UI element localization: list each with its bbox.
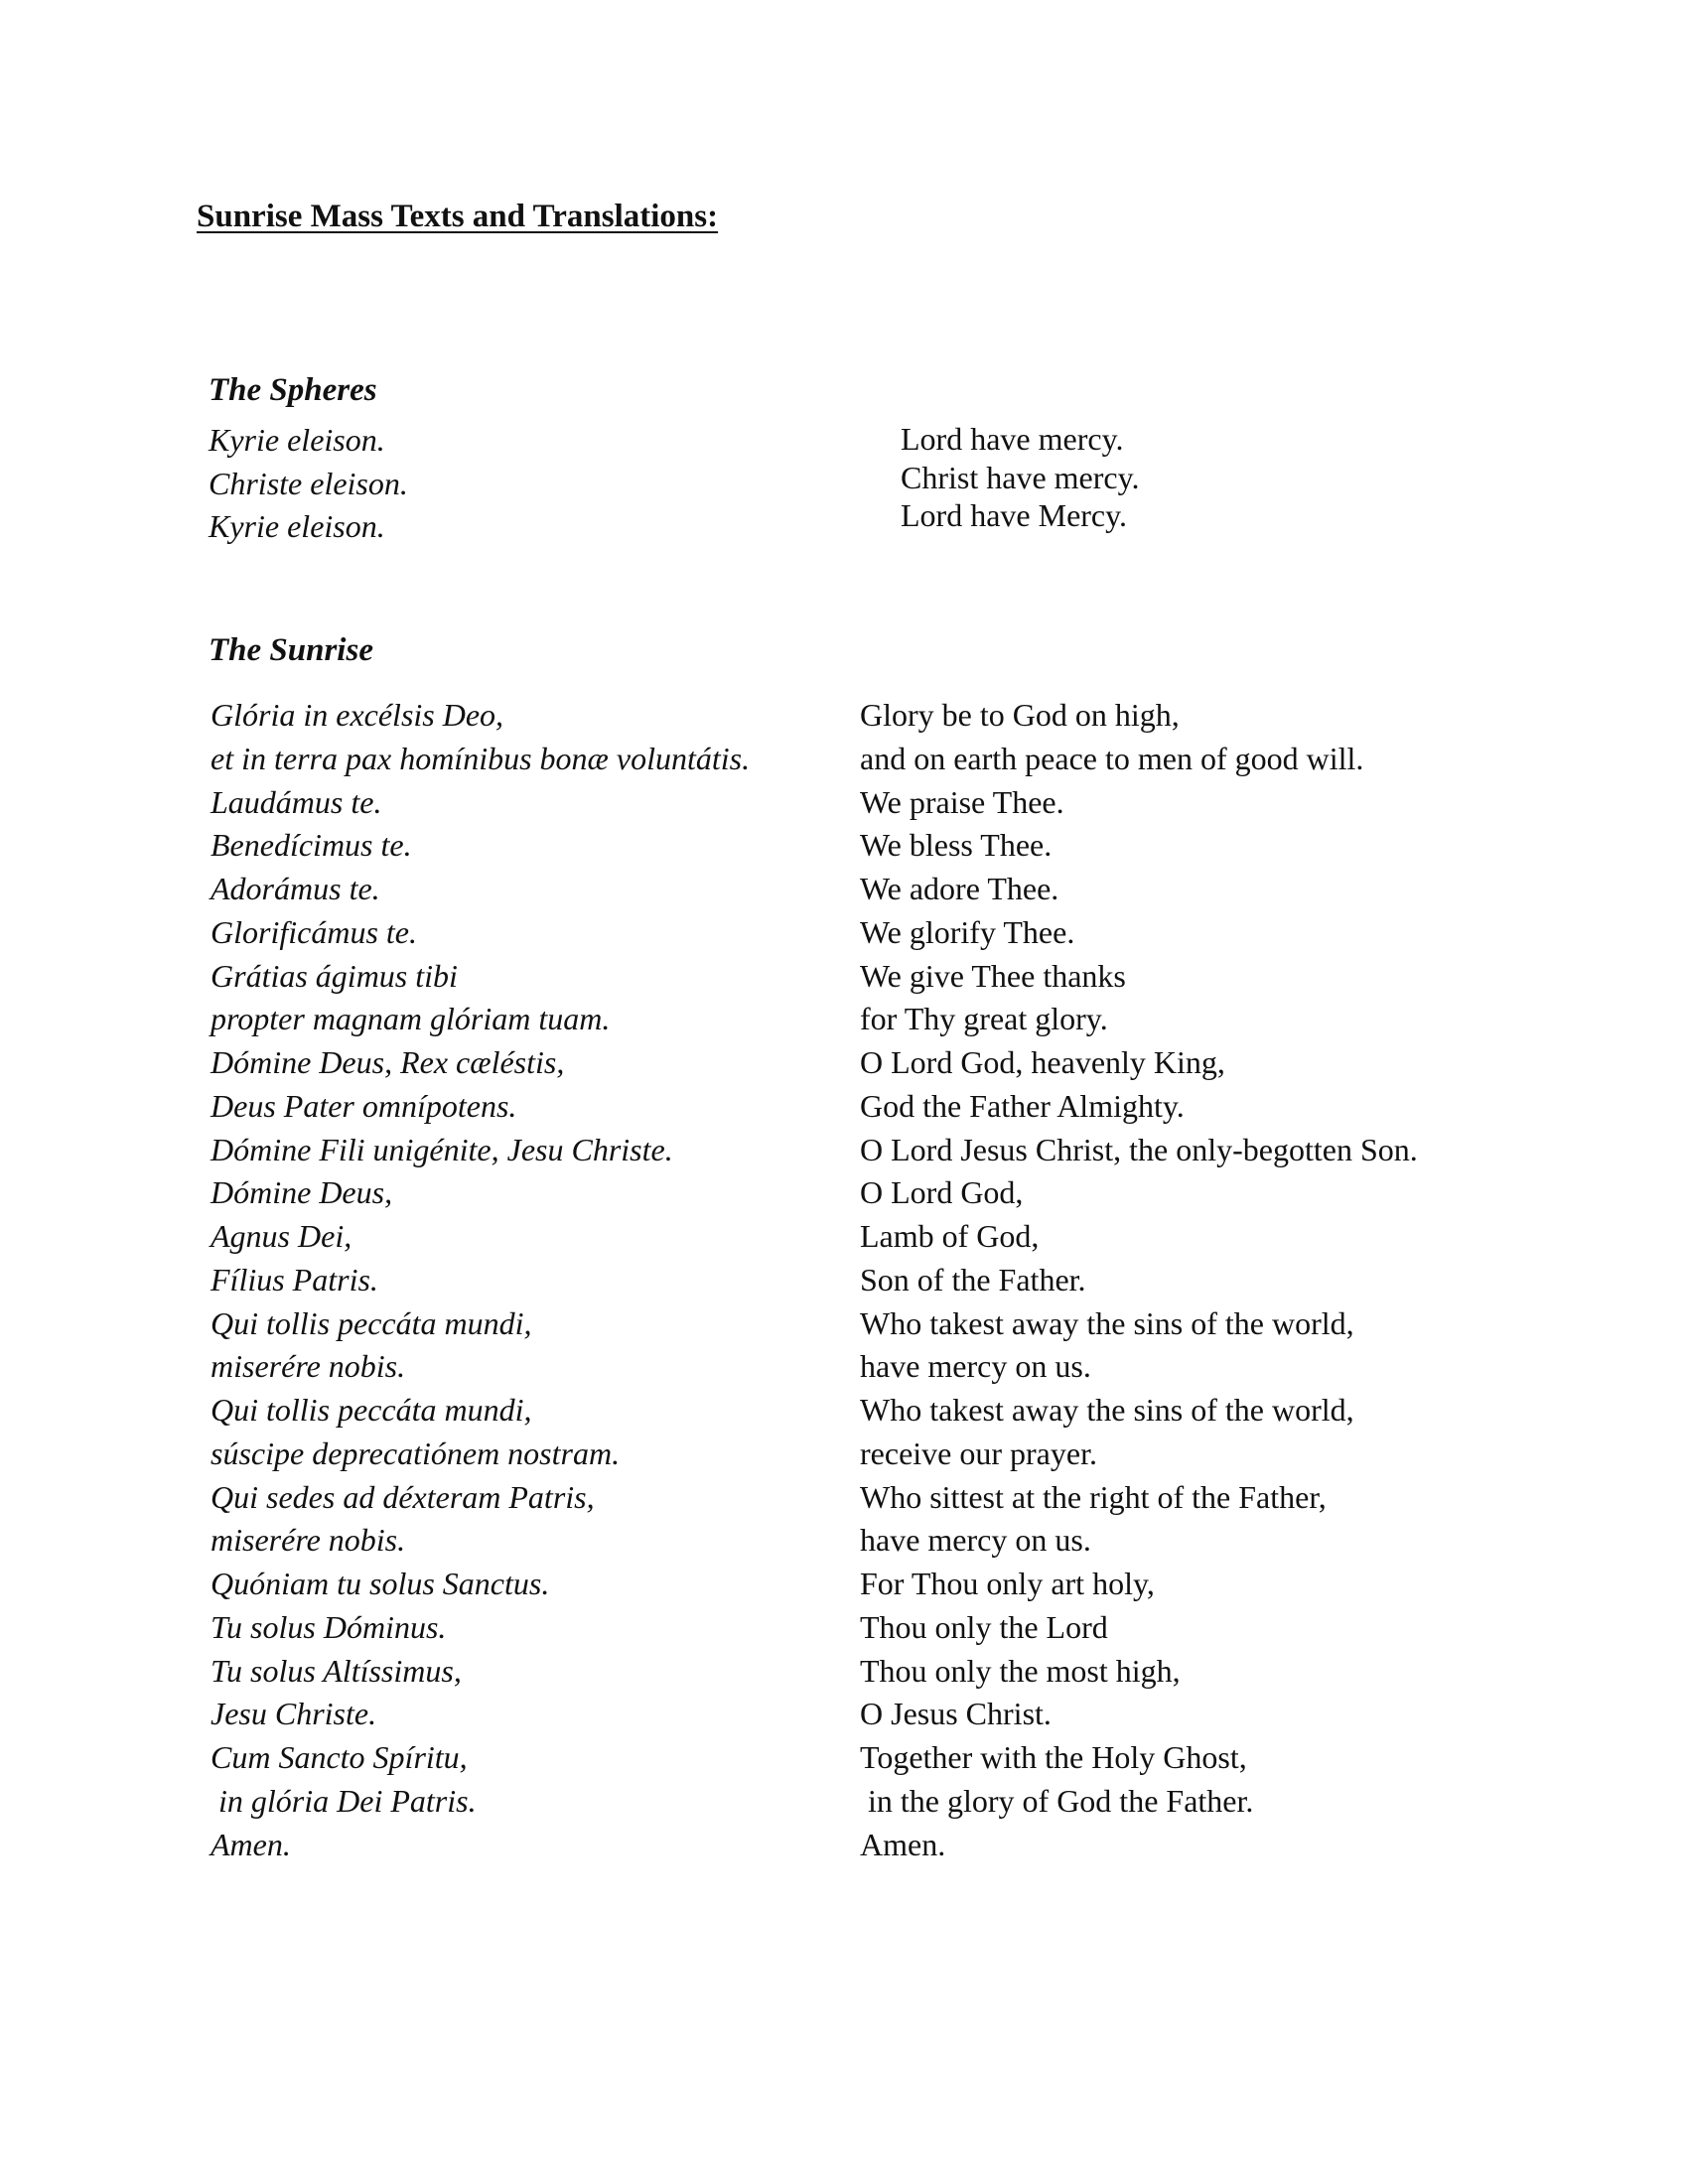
- translation-line: God the Father Almighty.: [860, 1087, 1185, 1124]
- translation-line: Lamb of God,: [860, 1218, 1040, 1254]
- translation-line: Who sittest at the right of the Father,: [860, 1478, 1327, 1515]
- translation-line: For Thou only art holy,: [860, 1566, 1155, 1601]
- latin-line: Dómine Deus,: [211, 1174, 393, 1211]
- latin-line: Quóniam tu solus Sanctus.: [211, 1566, 550, 1601]
- translation-line: Together with the Holy Ghost,: [860, 1739, 1247, 1775]
- translation-line: We glorify Thee.: [860, 913, 1075, 950]
- latin-line: Jesu Christe.: [211, 1696, 377, 1732]
- translation-line: Christ have mercy.: [901, 459, 1140, 495]
- translation-line: Lord have Mercy.: [901, 497, 1128, 533]
- latin-line: Laudámus te.: [211, 783, 382, 820]
- latin-line: propter magnam glóriam tuam.: [211, 1001, 611, 1037]
- latin-line: Christe eleison.: [209, 465, 408, 501]
- latin-line: Qui tollis peccáta mundi,: [211, 1304, 532, 1341]
- translation-line: We bless Thee.: [860, 827, 1053, 864]
- sunrise-english-translation: [860, 694, 1418, 1866]
- latin-line: Kyrie eleison.: [209, 508, 385, 544]
- latin-line: Glória in excélsis Deo,: [211, 697, 504, 733]
- spheres-latin-text: [209, 419, 408, 549]
- translation-line: Who takest away the sins of the world,: [860, 1304, 1354, 1341]
- latin-line: et in terra pax homínibus bonæ voluntátis.: [211, 740, 751, 776]
- translation-line: O Lord Jesus Christ, the only-begotten Son.: [860, 1131, 1418, 1167]
- translation-line: We give Thee thanks: [860, 957, 1126, 994]
- section-heading-sunrise: The Sunrise: [209, 632, 373, 668]
- latin-line: Dómine Deus, Rex cæléstis,: [211, 1044, 565, 1080]
- translation-line: O Lord God,: [860, 1174, 1024, 1211]
- translation-line: We adore Thee.: [860, 871, 1059, 906]
- translation-line: Glory be to God on high,: [860, 697, 1180, 733]
- translation-line: Amen.: [860, 1826, 946, 1862]
- latin-line: Agnus Dei,: [211, 1218, 352, 1254]
- latin-line: Dómine Fili unigénite, Jesu Christe.: [211, 1131, 673, 1167]
- translation-line: O Lord God, heavenly King,: [860, 1044, 1225, 1080]
- sunrise-latin-text: [211, 694, 750, 1866]
- translation-line: Who takest away the sins of the world,: [860, 1392, 1354, 1428]
- latin-line: Fílius Patris.: [211, 1261, 378, 1297]
- latin-line: miserére nobis.: [211, 1522, 406, 1559]
- latin-line: in glória Dei Patris.: [211, 1782, 477, 1819]
- latin-line: Tu solus Altíssimus,: [211, 1652, 462, 1689]
- translation-line: Thou only the Lord: [860, 1608, 1108, 1645]
- translation-line: O Jesus Christ.: [860, 1696, 1052, 1732]
- translation-line: Son of the Father.: [860, 1261, 1086, 1297]
- latin-line: Benedícimus te.: [211, 827, 412, 864]
- latin-line: Glorificámus te.: [211, 913, 417, 950]
- translation-line: have mercy on us.: [860, 1522, 1091, 1559]
- latin-line: Qui sedes ad déxteram Patris,: [211, 1478, 595, 1515]
- page-title: Sunrise Mass Texts and Translations:: [197, 199, 719, 234]
- latin-line: Kyrie eleison.: [209, 422, 385, 458]
- latin-line: miserére nobis.: [211, 1348, 406, 1385]
- latin-line: Cum Sancto Spíritu,: [211, 1739, 468, 1775]
- latin-line: Deus Pater omnípotens.: [211, 1087, 517, 1124]
- translation-line: in the glory of God the Father.: [860, 1782, 1254, 1819]
- translation-line: receive our prayer.: [860, 1434, 1097, 1471]
- latin-line: Grátias ágimus tibi: [211, 957, 458, 994]
- latin-line: Adorámus te.: [211, 871, 380, 906]
- latin-line: Qui tollis peccáta mundi,: [211, 1392, 532, 1428]
- latin-line: Amen.: [211, 1826, 291, 1862]
- translation-line: Thou only the most high,: [860, 1652, 1181, 1689]
- latin-line: súscipe deprecatiónem nostram.: [211, 1434, 621, 1471]
- spheres-english-translation: [901, 420, 1140, 535]
- section-heading-spheres: The Spheres: [209, 372, 377, 408]
- translation-line: for Thy great glory.: [860, 1001, 1108, 1037]
- translation-line: We praise Thee.: [860, 783, 1064, 820]
- translation-line: have mercy on us.: [860, 1348, 1091, 1385]
- translation-line: Lord have mercy.: [901, 421, 1124, 457]
- latin-line: Tu solus Dóminus.: [211, 1608, 447, 1645]
- translation-line: and on earth peace to men of good will.: [860, 740, 1364, 776]
